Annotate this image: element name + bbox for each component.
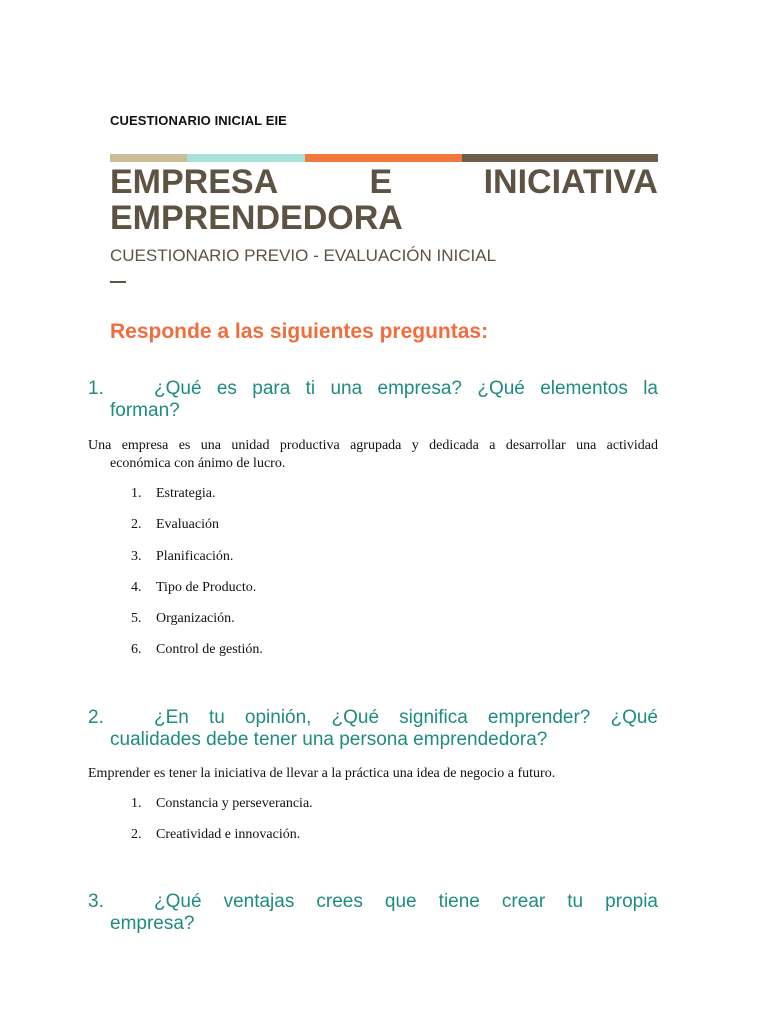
list-item: 2. Creatividad e innovación. xyxy=(131,827,301,843)
question-text-line-1: ¿En tu opinión, ¿Qué significa emprender? ¿Qué xyxy=(154,707,658,728)
answer-1-list xyxy=(131,485,263,673)
answer-line-1: Una empresa es una unidad productiva agrupada y dedicada a desarrollar una actividad xyxy=(88,438,658,453)
question-2 xyxy=(88,707,658,751)
question-3 xyxy=(88,891,658,935)
page-subtitle: CUESTIONARIO PREVIO - EVALUACIÓN INICIAL xyxy=(110,246,497,265)
answer-line-1: Emprender es tener la iniciativa de llevar a la práctica una idea de negocio a futuro. xyxy=(88,766,556,781)
header-label: CUESTIONARIO INICIAL EIE xyxy=(110,113,287,128)
list-item: 3. Planificación. xyxy=(131,548,234,564)
decorative-color-bar xyxy=(110,154,658,162)
title-word-iniciativa: INICIATIVA xyxy=(483,163,658,201)
question-1 xyxy=(88,378,658,422)
question-number: 2. xyxy=(88,707,104,728)
answer-line-2: económica con ánimo de lucro. xyxy=(110,456,286,471)
color-bar-segment-1 xyxy=(110,154,187,162)
question-text-line-1: ¿Qué es para ti una empresa? ¿Qué elementos la xyxy=(154,378,658,399)
question-text-line-2: cualidades debe tener una persona emprendedora? xyxy=(110,729,548,750)
list-item: 4. Tipo de Producto. xyxy=(131,579,257,595)
color-bar-segment-3 xyxy=(305,154,462,162)
question-text-line-2: empresa? xyxy=(110,913,195,934)
answer-2 xyxy=(88,765,658,783)
question-text-line-1: ¿Qué ventajas crees que tiene crear tu propia xyxy=(154,891,658,912)
answer-2-list xyxy=(131,795,313,858)
question-number: 3. xyxy=(88,891,104,912)
title-word-e: E xyxy=(369,163,393,201)
list-item: 2. Evaluación xyxy=(131,517,219,533)
subtitle-dash xyxy=(110,281,126,283)
page-title xyxy=(110,164,658,236)
list-item: 6. Control de gestión. xyxy=(131,642,263,658)
color-bar-segment-2 xyxy=(187,154,305,162)
list-item: 5. Organización. xyxy=(131,611,235,627)
question-number: 1. xyxy=(88,378,104,399)
title-line-2: EMPRENDEDORA xyxy=(110,199,403,237)
color-bar-segment-4 xyxy=(462,154,658,162)
answer-1 xyxy=(88,437,658,473)
question-text-line-2: forman? xyxy=(110,400,180,421)
instruction-heading: Responde a las siguientes preguntas: xyxy=(110,320,489,343)
list-item: 1. Estrategia. xyxy=(131,486,216,501)
list-item: 1. Constancia y perseverancia. xyxy=(131,796,313,811)
title-word-empresa: EMPRESA xyxy=(110,163,279,201)
